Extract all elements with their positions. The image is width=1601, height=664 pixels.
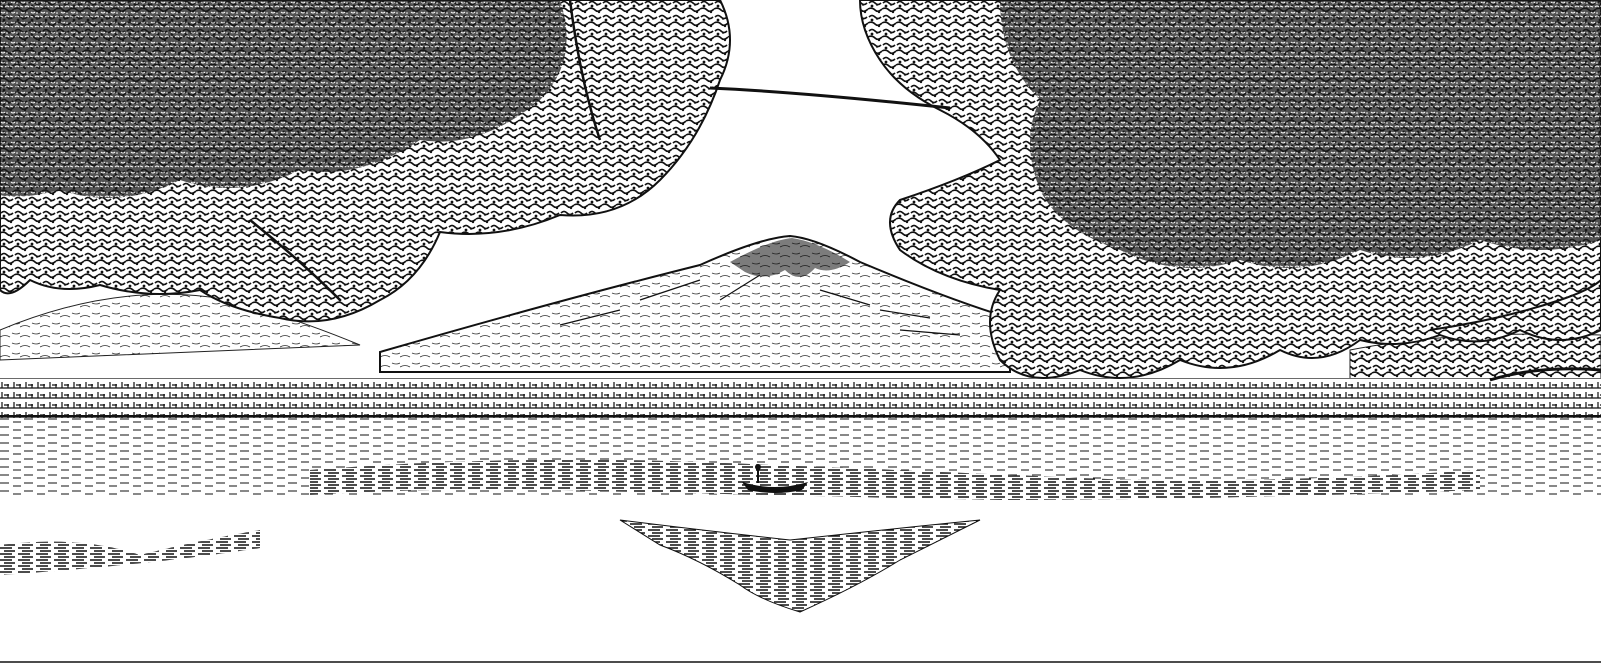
tree-canopy-right-shade (1000, 0, 1601, 268)
shoreline-town (0, 378, 1601, 418)
